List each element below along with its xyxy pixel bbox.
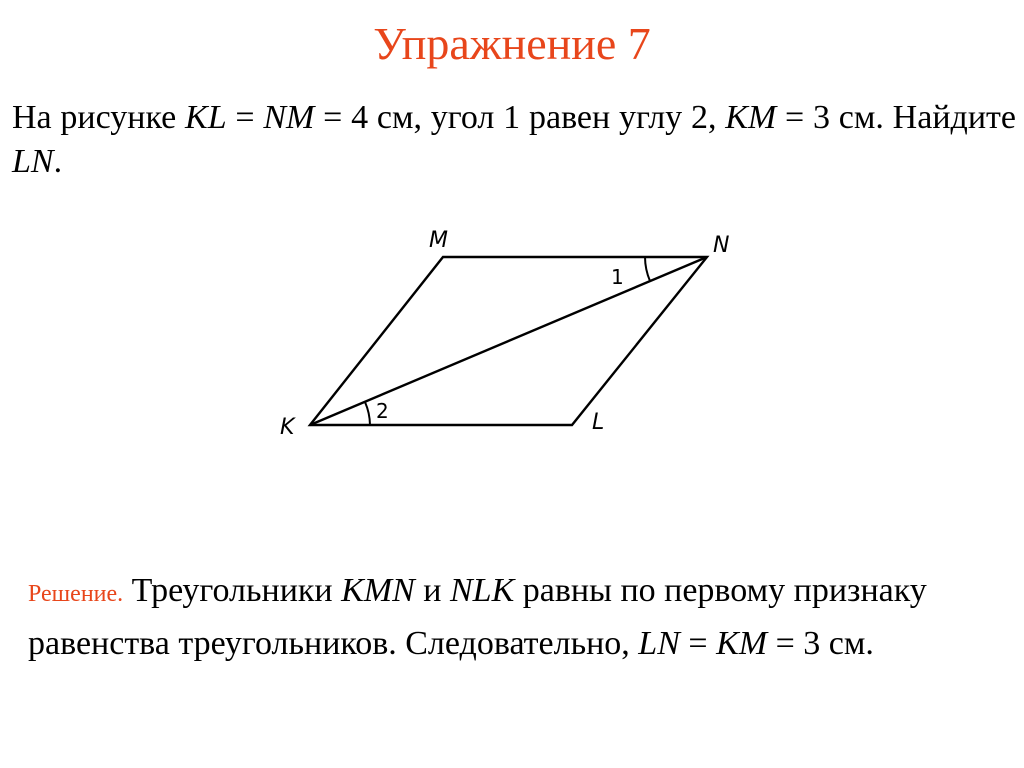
solution-text-2: и [414, 572, 450, 609]
angle-2-arc [365, 402, 370, 425]
parallelogram-diagram [270, 220, 750, 450]
segment-km: KM [725, 99, 777, 136]
problem-text-3: = 4 см, угол 1 равен углу 2, [314, 99, 726, 136]
segment-ln: LN [12, 143, 54, 180]
solution-label: Решение. [28, 581, 124, 607]
solution-text-1: Треугольники [123, 572, 342, 609]
problem-text-2: = [226, 99, 264, 136]
solution-text-3: равны по первому признаку равенства треугольников. Следовательно, [28, 572, 927, 662]
vertex-label-m: M [429, 228, 448, 253]
solution-segment-km: KM [716, 625, 768, 662]
angle-2-label: 2 [376, 399, 389, 423]
triangle-nlk: NLK [450, 572, 515, 609]
angle-1-label: 1 [611, 265, 624, 289]
problem-text-4: = 3 см. Найдите [776, 99, 1016, 136]
diagonal-kn [310, 257, 707, 425]
vertex-label-n: N [713, 233, 730, 258]
problem-text-1: На рисунке [12, 99, 186, 136]
triangle-kmn: KMN [341, 572, 415, 609]
solution-text-4: = [679, 625, 717, 662]
problem-statement [12, 96, 1016, 184]
solution-segment-ln: LN [638, 625, 680, 662]
vertex-label-l: L [592, 410, 605, 435]
vertex-label-k: K [280, 415, 295, 440]
segment-nm: NM [263, 99, 315, 136]
solution-text [28, 566, 1000, 669]
segment-kl: KL [185, 99, 227, 136]
problem-text-5: . [53, 143, 63, 180]
angle-1-arc [645, 257, 650, 281]
solution-text-5: = 3 см. [767, 625, 874, 662]
slide-title: Упражнение 7 [373, 18, 651, 69]
